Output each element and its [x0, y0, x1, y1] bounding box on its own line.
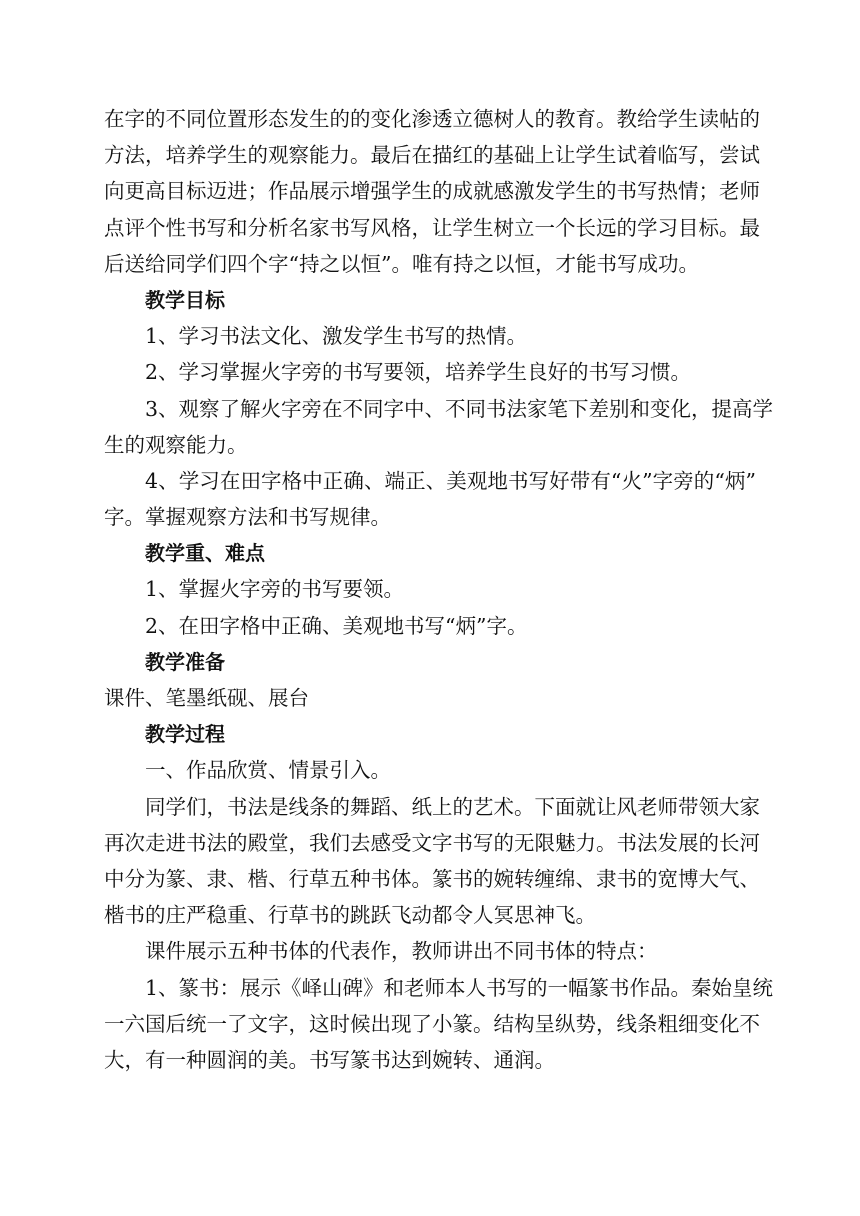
paragraph-line: 1、篆书：展示《峄山碑》和老师本人书写的一幅篆书作品。秦始皇统	[145, 975, 774, 1000]
process-heading: 教学过程	[145, 722, 225, 747]
paragraph-line: 一六国后统一了文字，这时候出现了小篆。结构呈纵势，线条粗细变化不	[104, 1011, 760, 1036]
process-step-1: 一、作品欣赏、情景引入。	[145, 758, 391, 783]
intro-line: 向更高目标迈进；作品展示增强学生的成就感激发学生的书写热情；老师	[104, 179, 760, 204]
paragraph-line: 同学们，书法是线条的舞蹈、纸上的艺术。下面就让风老师带领大家	[145, 794, 760, 819]
intro-paragraph	[104, 101, 760, 282]
paragraph-line: 楷书的庄严稳重、行草书的跳跃飞动都令人冥思神飞。	[104, 903, 596, 928]
intro-line: 在字的不同位置形态发生的的变化渗透立德树人的教育。教给学生读帖的	[104, 107, 760, 131]
key-point-item-2: 2、在田字格中正确、美观地书写“炳”字。	[145, 613, 528, 638]
process-paragraph-2: 课件展示五种书体的代表作，教师讲出不同书体的特点：	[145, 939, 658, 964]
intro-line: 点评个性书写和分析名家书写风格，让学生树立一个长远的学习目标。最	[104, 215, 760, 240]
key-point-item-1: 1、掌握火字旁的书写要领。	[145, 577, 405, 602]
objective-item-2: 2、学习掌握火字旁的书写要领，培养学生良好的书写习惯。	[145, 360, 692, 385]
intro-line: 后送给同学们四个字“持之以恒”。唯有持之以恒，才能书写成功。	[104, 251, 699, 276]
objective-item-3-line-2: 生的观察能力。	[104, 432, 248, 457]
process-paragraph-3	[104, 970, 774, 1079]
objective-item-4-line-1: 4、学习在田字格中正确、端正、美观地书写好带有“火”字旁的“炳”	[145, 468, 756, 493]
objective-item-1: 1、学习书法文化、激发学生书写的热情。	[145, 324, 528, 349]
objective-item-4-line-2: 字。掌握观察方法和书写规律。	[104, 505, 391, 530]
process-paragraph-1	[104, 789, 760, 934]
paragraph-line: 大，有一种圆润的美。书写篆书达到婉转、通润。	[104, 1047, 555, 1072]
preparation-heading: 教学准备	[145, 649, 225, 674]
preparation-text: 课件、笔墨纸砚、展台	[104, 686, 309, 710]
key-points-heading: 教学重、难点	[145, 541, 265, 566]
paragraph-line: 再次走进书法的殿堂，我们去感受文字书写的无限魅力。书法发展的长河	[104, 830, 760, 855]
objective-item-3-line-1: 3、观察了解火字旁在不同字中、不同书法家笔下差别和变化，提高学	[145, 396, 774, 421]
document-page	[104, 101, 774, 1078]
objectives-heading: 教学目标	[145, 287, 225, 312]
paragraph-line: 中分为篆、隶、楷、行草五种书体。篆书的婉转缠绵、隶书的宽博大气、	[104, 866, 760, 891]
intro-line: 方法，培养学生的观察能力。最后在描红的基础上让学生试着临写，尝试	[104, 143, 760, 168]
